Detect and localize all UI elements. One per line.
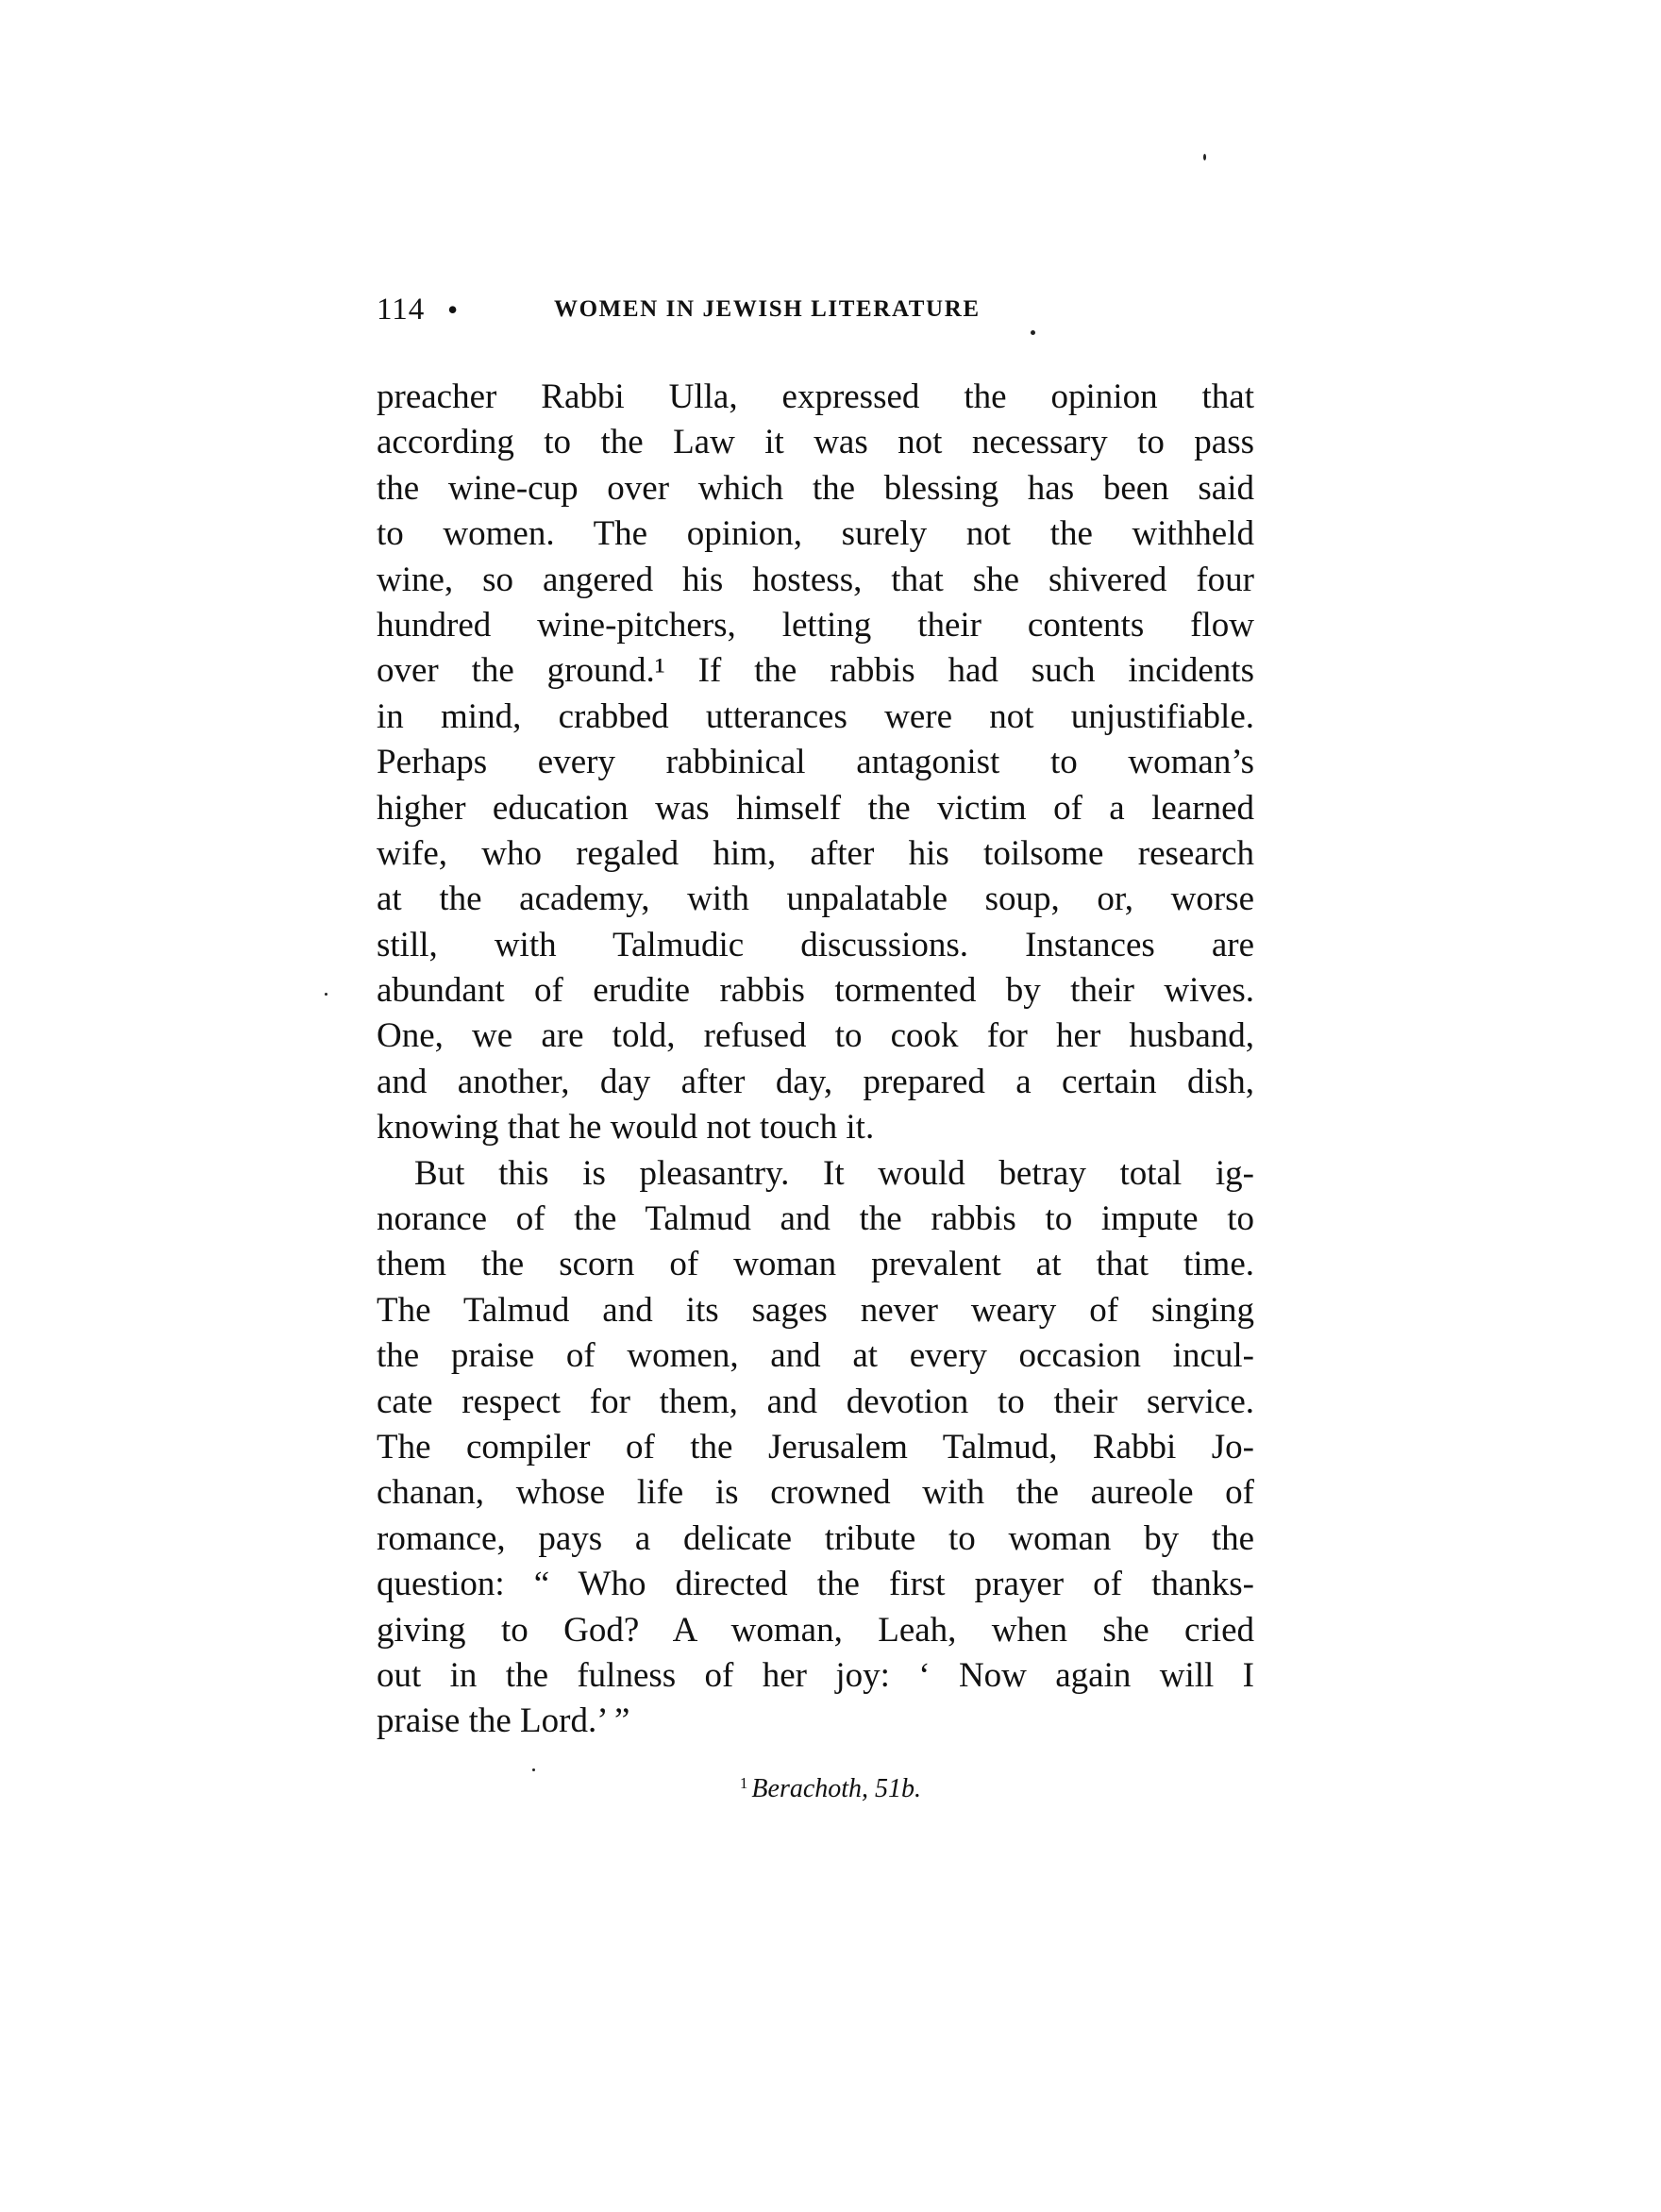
scan-speck — [1031, 330, 1035, 335]
text-line: But this is pleasantry. It would betray total ig- — [414, 1153, 1254, 1193]
scan-speck — [1203, 154, 1206, 160]
text-line: The compiler of the Jerusalem Talmud, Rabbi Jo- — [377, 1427, 1254, 1466]
paragraph — [377, 1151, 1254, 1745]
text-line: over the ground.¹ If the rabbis had such incidents — [377, 651, 1254, 691]
text-line: romance, pays a delicate tribute to woman by the — [377, 1518, 1254, 1558]
text-line: at the academy, with unpalatable soup, or, worse — [377, 880, 1254, 919]
text-line: abundant of erudite rabbis tormented by their wives. — [377, 971, 1254, 1011]
scan-speck — [532, 1768, 535, 1771]
footnote-marker: 1 — [739, 1774, 748, 1792]
text-line: according to the Law it was not necessary to pass — [377, 423, 1254, 462]
text-line: wine, so angered his hostess, that she shivered four — [377, 560, 1254, 599]
text-line: cate respect for them, and devotion to their service. — [377, 1382, 1254, 1421]
header-separator: • — [447, 293, 459, 327]
running-header — [377, 293, 1132, 334]
text-line: out in the fulness of her joy: ‘ Now again will I — [377, 1655, 1254, 1695]
scan-speck — [325, 993, 327, 996]
text-line: The Talmud and its sages never weary of singing — [377, 1290, 1254, 1330]
footnote — [0, 1774, 1661, 1804]
text-line: them the scorn of woman prevalent at that time. — [377, 1245, 1254, 1284]
text-line: to women. The opinion, surely not the withheld — [377, 514, 1254, 554]
text-line: Perhaps every rabbinical antagonist to woman’s — [377, 743, 1254, 782]
text-line: the wine-cup over which the blessing has been said — [377, 468, 1254, 508]
text-line: One, we are told, refused to cook for her husband, — [377, 1016, 1254, 1056]
page-number: 114 — [377, 293, 426, 327]
footnote-text: Berachoth, 51b. — [751, 1774, 922, 1803]
text-line: knowing that he would not touch it. — [377, 1108, 875, 1148]
text-line: hundred wine-pitchers, letting their contents flow — [377, 605, 1254, 645]
text-line: and another, day after day, prepared a certain dish, — [377, 1062, 1254, 1101]
paragraph — [377, 375, 1254, 1151]
running-title: WOMEN IN JEWISH LITERATURE — [554, 296, 981, 322]
body-text — [377, 375, 1254, 1745]
text-line: in mind, crabbed utterances were not unjustifiable. — [377, 696, 1254, 736]
text-line: still, with Talmudic discussions. Instances are — [377, 925, 1254, 964]
text-line: preacher Rabbi Ulla, expressed the opinion that — [377, 377, 1254, 416]
text-line: chanan, whose life is crowned with the aureole of — [377, 1473, 1254, 1513]
text-line: norance of the Talmud and the rabbis to impute to — [377, 1199, 1254, 1239]
text-line: question: “ Who directed the first prayer of thanks- — [377, 1565, 1254, 1604]
text-line: wife, who regaled him, after his toilsome research — [377, 833, 1254, 873]
text-line: higher education was himself the victim of a learned — [377, 788, 1254, 828]
text-line: praise the Lord.’ ” — [377, 1701, 630, 1741]
text-line: the praise of women, and at every occasion incul- — [377, 1336, 1254, 1376]
text-line: giving to God? A woman, Leah, when she cried — [377, 1610, 1254, 1650]
